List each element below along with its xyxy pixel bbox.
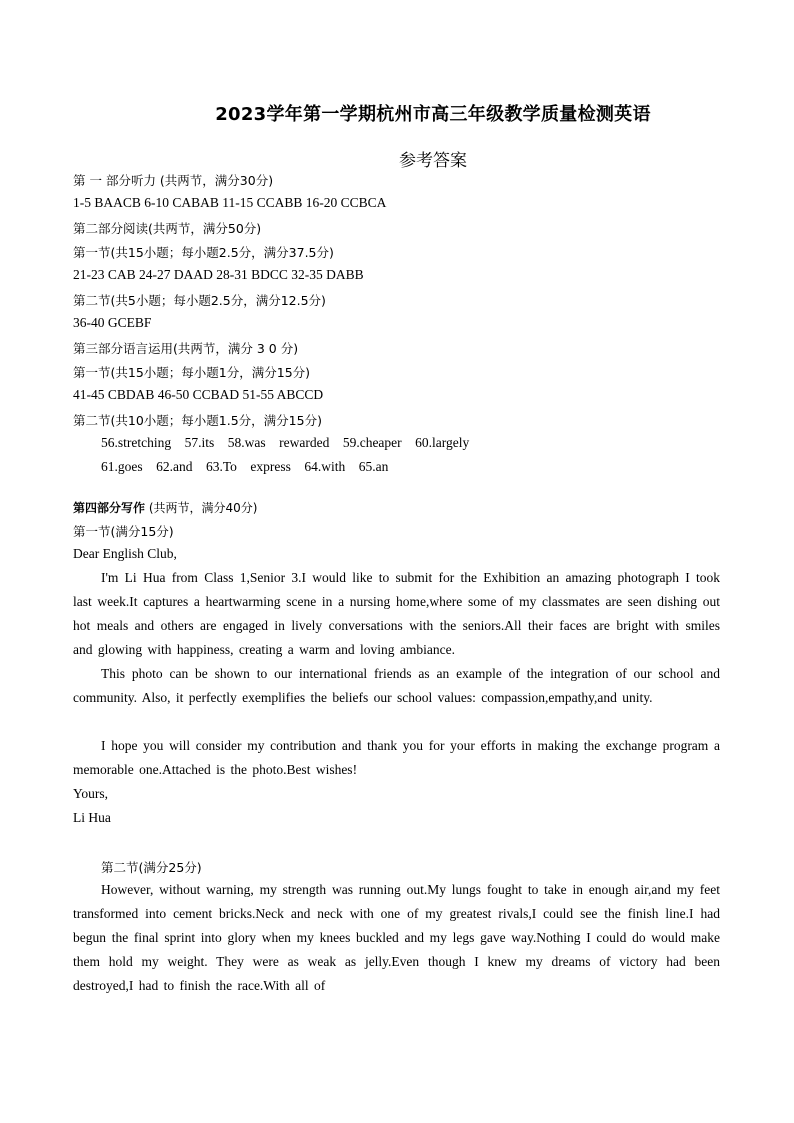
story-paragraph: However, without warning, my strength was running out.My lungs fought to take in enough air,and my feet transformed into cement bricks.Neck and neck with one of my greatest rivals,I could see the finish line.I had begun the final sprint into glory when my knees buckled and my legs gave way.Nothing I could do would make them hold my weight. They were as weak as jelly.Even though I knew my dreams of victory had been destroyed,I had to finish the race.With all of — [73, 882, 720, 993]
part1-heading: 第 一 部分听力 (共两节，满分30分) — [73, 173, 274, 188]
part2-section1-answers: 21-23 CAB 24-27 DAAD 28-31 BDCC 32-35 DABB — [73, 267, 364, 282]
page-subtitle: 参考答案 — [399, 151, 467, 171]
letter-closing: Yours, — [73, 786, 109, 801]
letter-paragraph: I hope you will consider my contribution and thank you for your efforts in making the exchange program a memorable one.Attached is the photo.Best wishes! — [73, 738, 720, 777]
part2-section1-heading: 第一节(共15小题；每小题2.5分，满分37.5分) — [73, 245, 334, 260]
part3-section1-answers: 41-45 CBDAB 46-50 CCBAD 51-55 ABCCD — [73, 387, 324, 402]
letter-signature: Li Hua — [73, 810, 111, 825]
part3-heading: 第三部分语言运用(共两节，满分 3 0 分) — [73, 341, 299, 356]
part4-section2-heading: 第二节(满分25分) — [101, 860, 202, 875]
part1-answers: 1-5 BAACB 6-10 CABAB 11-15 CCABB 16-20 CCBCA — [73, 195, 387, 210]
letter-paragraph: This photo can be shown to our international friends as an example of the integration of our school and community. Also, it perfectly exemplifies the beliefs our school values: compassion,empathy,and unity. — [73, 666, 720, 705]
part3-section2-answers-line2: 61.goes 62.and 63.To express 64.with 65.an — [101, 459, 389, 474]
part4-heading-rest: (共两节，满分40分) — [145, 501, 258, 515]
part3-section1-heading: 第一节(共15小题；每小题1分，满分15分) — [73, 365, 311, 380]
part2-section2-answers: 36-40 GCEBF — [73, 315, 152, 330]
letter-paragraph: I'm Li Hua from Class 1,Senior 3.I would like to submit for the Exhibition an amazing photograph I took last week.It captures a heartwarming scene in a nursing home,where some of my classmates are seen dishing out hot meals and others are engaged in lively conversations with the seniors.All their faces are bright with smiles and glowing with happiness, creating a warm and loving ambiance. — [73, 570, 720, 657]
letter-salutation: Dear English Club, — [73, 546, 177, 561]
part3-section2-heading: 第二节(共10小题；每小题1.5分，满分15分) — [73, 413, 322, 428]
page-title: 2023学年第一学期杭州市高三年级教学质量检测英语 — [215, 104, 651, 125]
part2-heading: 第二部分阅读(共两节，满分50分) — [73, 221, 262, 236]
part4-heading-bold: 第四部分写作 — [73, 501, 146, 515]
part2-section2-heading: 第二节(共5小题；每小题2.5分，满分12.5分) — [73, 293, 326, 308]
part4-heading — [73, 499, 257, 516]
part3-section2-answers-line1: 56.stretching 57.its 58.was rewarded 59.cheaper 60.largely — [101, 435, 470, 450]
part4-section1-heading: 第一节(满分15分) — [73, 524, 174, 539]
